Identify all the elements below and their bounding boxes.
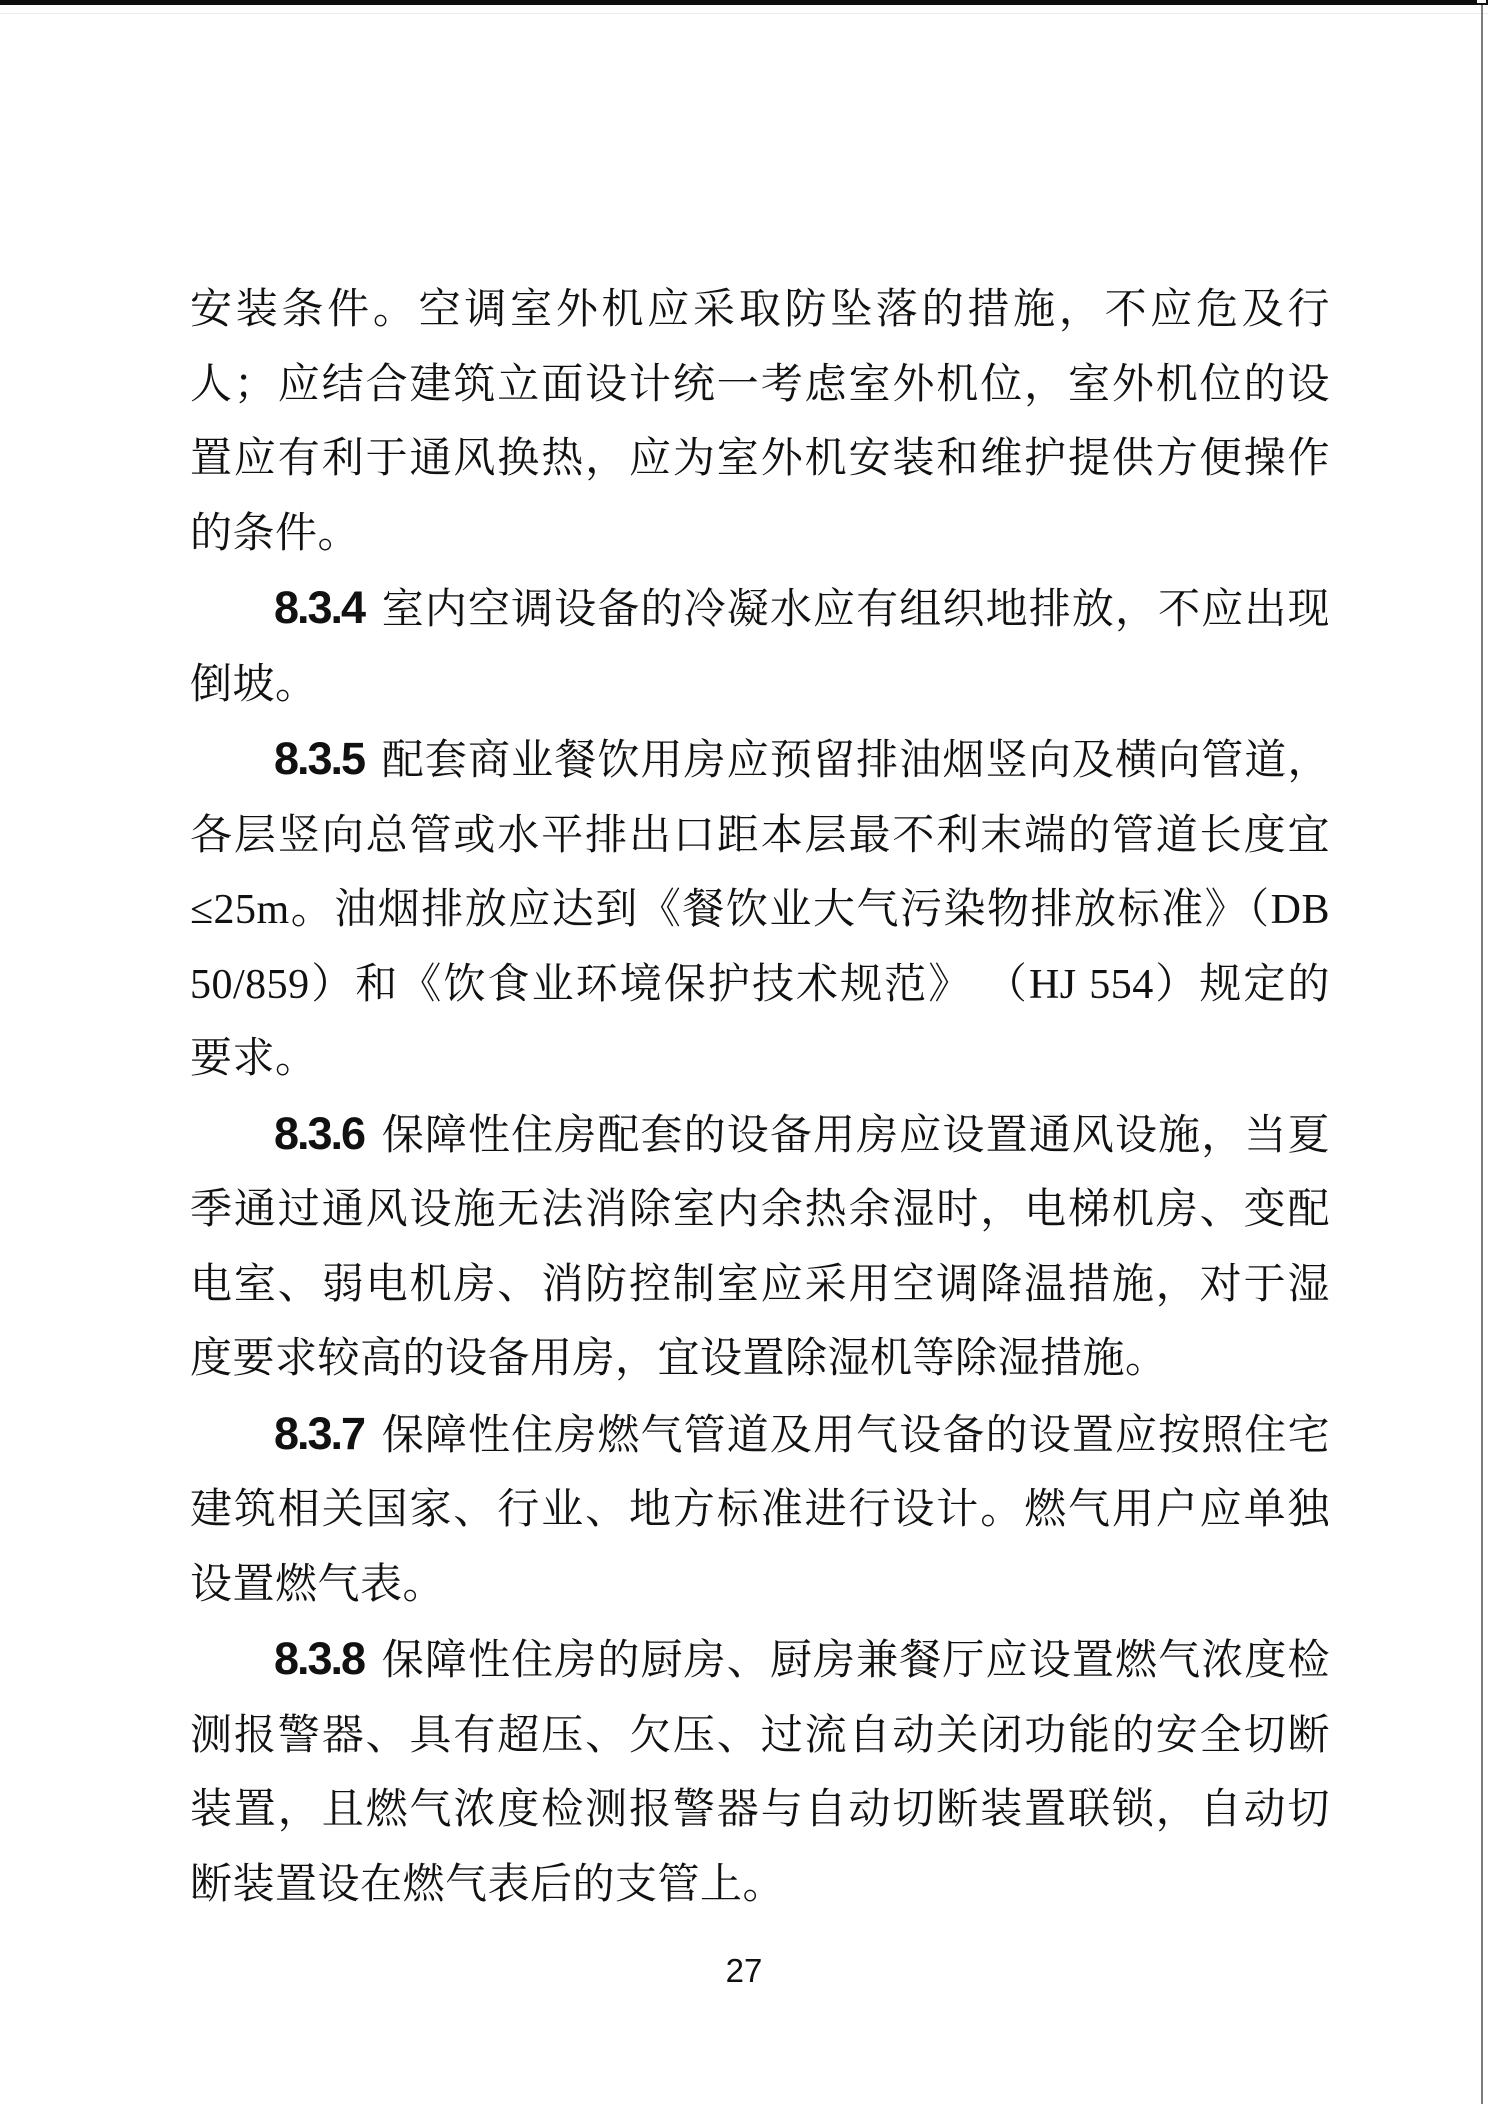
clause-number: 8.3.5	[274, 733, 365, 784]
paragraph-text: 保障性住房燃气管道及用气设备的设置应按照住宅建筑相关国家、行业、地方标准进行设计。燃气用户应单独设置燃气表。	[190, 1412, 1330, 1608]
page-right-border	[1481, 5, 1483, 2104]
top-border-notch	[1477, 0, 1486, 3]
document-body	[190, 273, 1330, 1922]
clause-8-3-4	[190, 571, 1330, 722]
paragraph-text: 保障性住房的厨房、厨房兼餐厅应设置燃气浓度检测报警器、具有超压、欠压、过流自动关闭功能的安全切断装置，且燃气浓度检测报警器与自动切断装置联锁，自动切断装置设在燃气表后的支管上。	[190, 1638, 1330, 1908]
top-hairline	[0, 13, 1488, 14]
page-number: 27	[725, 1952, 763, 1989]
clause-number: 8.3.4	[274, 582, 365, 633]
paragraph-text: 室内空调设备的冷凝水应有组织地排放，不应出现倒坡。	[190, 587, 1330, 708]
clause-8-3-6	[190, 1097, 1330, 1397]
paragraph-continuation	[190, 273, 1330, 571]
clause-number: 8.3.7	[274, 1407, 365, 1459]
page-footer	[0, 1952, 1488, 1990]
page-top-border	[0, 0, 1488, 5]
clause-8-3-5	[190, 722, 1330, 1097]
clause-number: 8.3.8	[274, 1633, 365, 1684]
paragraph-text: 配套商业餐饮用房应预留排油烟竖向及横向管道，各层竖向总管或水平排出口距本层最不利末端的管道长度宜≤25m。油烟排放应达到《餐饮业大气污染物排放标准》（DB 50/859）和《饮食业环境保护技术规范》 （HJ 554）规定的要求。	[190, 738, 1330, 1082]
paragraph-text: 保障性住房配套的设备用房应设置通风设施，当夏季通过通风设施无法消除室内余热余湿时，电梯机房、变配电室、弱电机房、消防控制室应采用空调降温措施，对于湿度要求较高的设备用房，宜设置除湿机等除湿措施。	[190, 1112, 1330, 1382]
clause-number: 8.3.6	[274, 1107, 365, 1159]
clause-8-3-8	[190, 1622, 1330, 1922]
paragraph-text: 安装条件。空调室外机应采取防坠落的措施，不应危及行人；应结合建筑立面设计统一考虑室外机位，室外机位的设置应有利于通风换热，应为室外机安装和维护提供方便操作的条件。	[190, 287, 1330, 557]
clause-8-3-7	[190, 1397, 1330, 1623]
